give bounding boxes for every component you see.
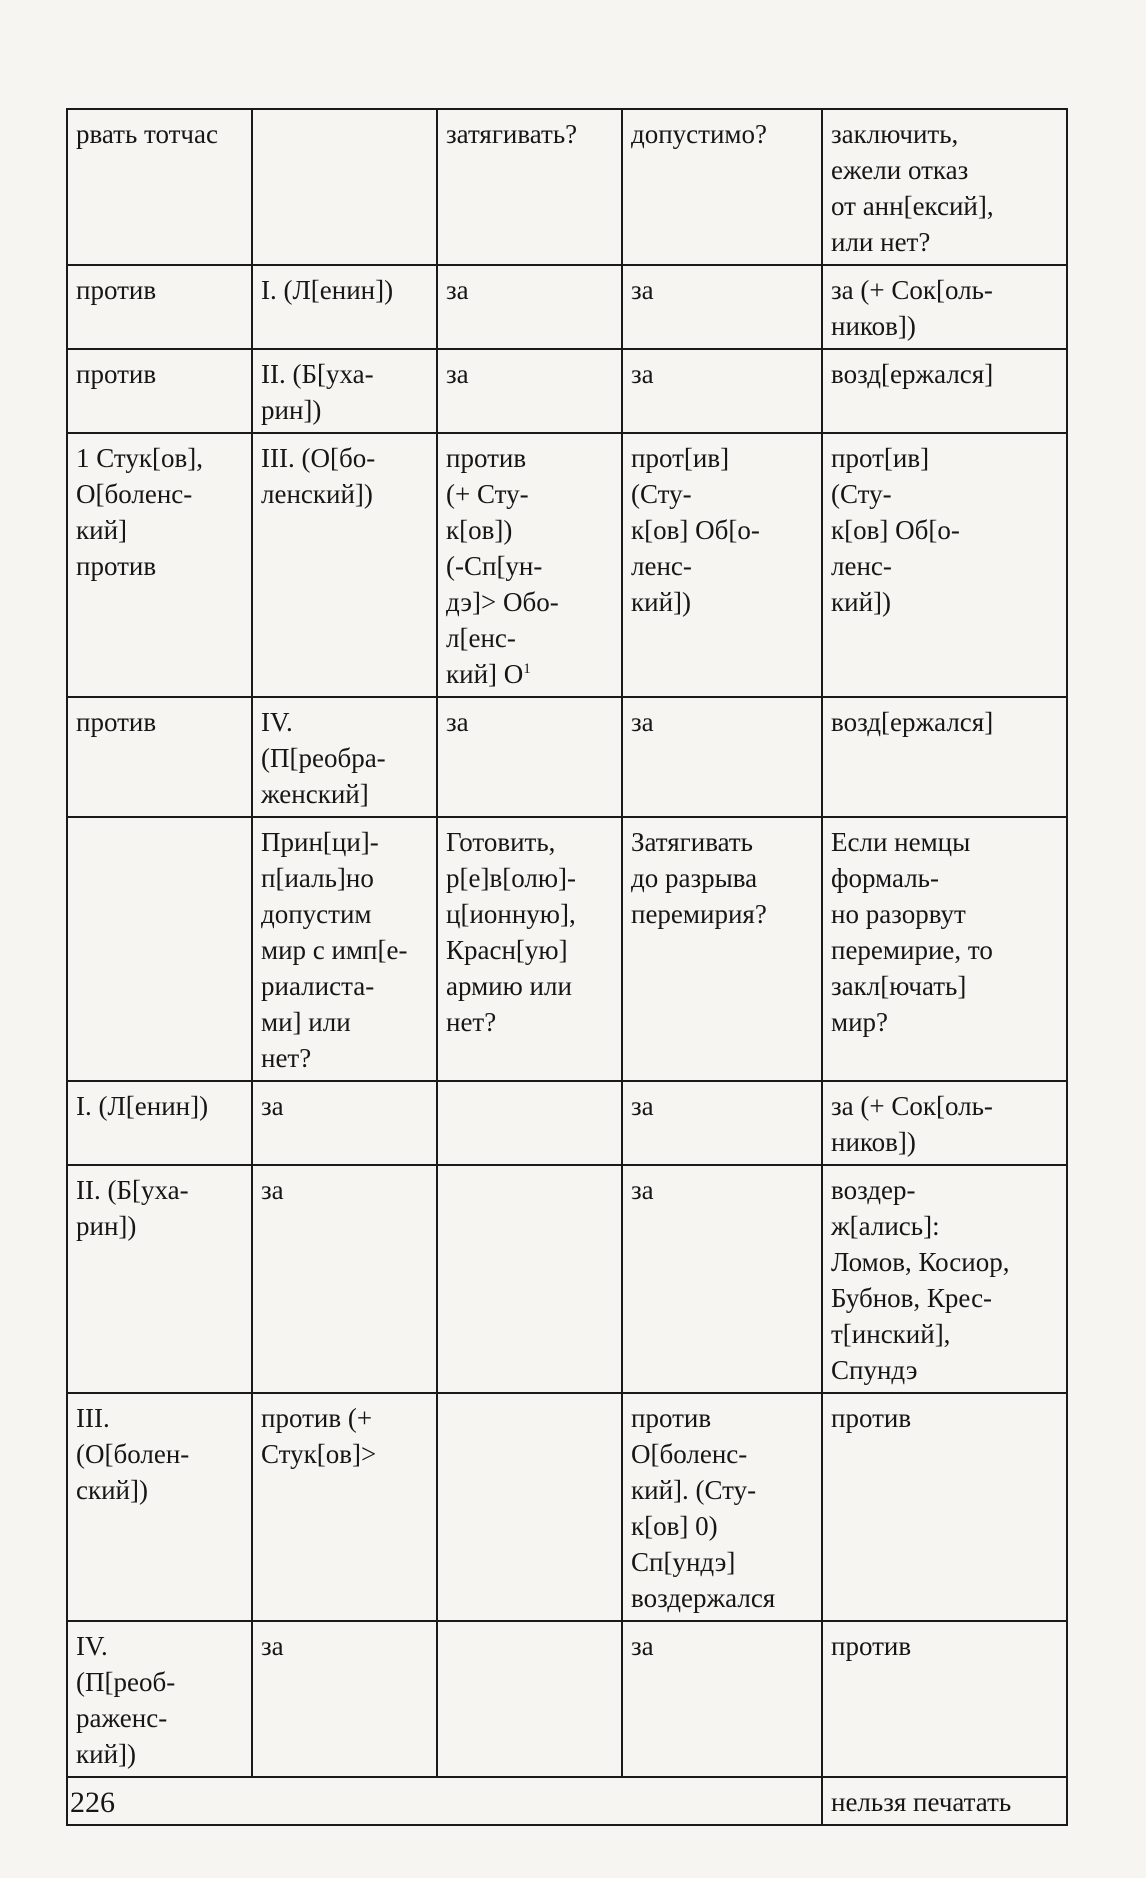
cell-text: ский]) [76, 1475, 148, 1505]
table-cell [822, 817, 1067, 1081]
cell-text: кий]) [76, 1739, 136, 1769]
cell-text: (П[реоб- [76, 1667, 176, 1697]
cell-text: заключить, [831, 119, 959, 149]
footnote-mark: 1 [523, 661, 531, 677]
table-cell [822, 349, 1067, 433]
table-cell [437, 1081, 622, 1165]
table-cell [622, 265, 822, 349]
cell-text: кий]) [631, 587, 691, 617]
table-cell [437, 1621, 622, 1777]
empty-cell [437, 1777, 622, 1825]
table-row [67, 109, 1067, 265]
note-cell [822, 1777, 1067, 1825]
cell-text: Затягивать [631, 827, 753, 857]
cell-text: л[енс- [446, 623, 516, 653]
cell-text: Готовить, [446, 827, 556, 857]
cell-text: к[ов] Об[о- [831, 515, 960, 545]
cell-text: против [831, 1403, 912, 1433]
cell-text: ц[ионную], [446, 899, 576, 929]
cell-text: (П[реобра- [261, 743, 386, 773]
table-cell [252, 349, 437, 433]
cell-text: к[ов]) [446, 515, 513, 545]
table-cell [252, 697, 437, 817]
table-cell [67, 1621, 252, 1777]
cell-text: (+ Сту- [446, 479, 529, 509]
table-cell [437, 1165, 622, 1393]
cell-text: ежели отказ [831, 155, 969, 185]
table-cell [822, 697, 1067, 817]
cell-text: за [631, 1091, 654, 1121]
table-cell [437, 265, 622, 349]
table-cell [622, 1621, 822, 1777]
table-cell [437, 349, 622, 433]
note-row [67, 1777, 1067, 1825]
cell-text: ников]) [831, 311, 916, 341]
table-cell [67, 1393, 252, 1621]
cell-text: армию или [446, 971, 572, 1001]
table-cell [822, 1165, 1067, 1393]
cell-text: (Сту- [631, 479, 692, 509]
cell-text: формаль- [831, 863, 939, 893]
table-cell [252, 1081, 437, 1165]
cell-text: за [631, 275, 654, 305]
cell-text: за (+ Сок[оль- [831, 1091, 993, 1121]
table-cell [437, 817, 622, 1081]
table-row [67, 349, 1067, 433]
cell-text: к[ов] 0) [631, 1511, 718, 1541]
table-cell [252, 109, 437, 265]
cell-text: О[боленс- [631, 1439, 748, 1469]
cell-text: за [631, 359, 654, 389]
cell-text: или нет? [831, 227, 931, 257]
table-cell [622, 349, 822, 433]
cell-text: против [76, 551, 157, 581]
table-cell [622, 1081, 822, 1165]
table-cell [622, 1165, 822, 1393]
cell-text: за [631, 1175, 654, 1205]
table-cell [67, 433, 252, 697]
table-cell [822, 109, 1067, 265]
cell-text: мир с имп[е- [261, 935, 408, 965]
cell-text: рин]) [76, 1211, 137, 1241]
cell-text: за [631, 1631, 654, 1661]
cell-text: против [631, 1403, 712, 1433]
table-cell [67, 817, 252, 1081]
cell-text: р[е]в[олю]- [446, 863, 576, 893]
table-row [67, 1081, 1067, 1165]
table-cell [622, 817, 822, 1081]
table-row [67, 1621, 1067, 1777]
cell-text: рин]) [261, 395, 322, 425]
cell-text: закл[ючать] [831, 971, 967, 1001]
cell-text: (Сту- [831, 479, 892, 509]
cell-text: ж[ались]: [831, 1211, 940, 1241]
cell-text: к[ов] Об[о- [631, 515, 760, 545]
cell-text: возд[ержался] [831, 359, 994, 389]
table-row [67, 433, 1067, 697]
cell-text: против [831, 1631, 912, 1661]
cell-text: т[инский], [831, 1319, 951, 1349]
cell-text: IV. [76, 1631, 108, 1661]
cell-text: за [261, 1091, 284, 1121]
table-cell [252, 1393, 437, 1621]
cell-text: Красн[ую] [446, 935, 568, 965]
table-row [67, 697, 1067, 817]
table-cell [67, 109, 252, 265]
table-cell [67, 1081, 252, 1165]
cell-text: 1 Стук[ов], [76, 443, 203, 473]
table-cell [252, 1621, 437, 1777]
cell-text: против [76, 707, 157, 737]
cell-text: I. (Л[енин]) [76, 1091, 209, 1121]
table-cell [67, 349, 252, 433]
table-cell [67, 265, 252, 349]
cell-text: перемирия? [631, 899, 767, 929]
table-cell [822, 1393, 1067, 1621]
cell-text: женский] [261, 779, 369, 809]
table-cell [622, 1393, 822, 1621]
table-cell [252, 433, 437, 697]
table-cell [252, 1165, 437, 1393]
table-cell [437, 697, 622, 817]
cell-text: ников]) [831, 1127, 916, 1157]
cell-text: нет? [446, 1007, 497, 1037]
page-number: 226 [70, 1786, 115, 1819]
table-cell [822, 1081, 1067, 1165]
cell-text: за [261, 1631, 284, 1661]
table-cell [437, 1393, 622, 1621]
cell-text: воздержался [631, 1583, 776, 1613]
cell-text: дэ]> Обо- [446, 587, 559, 617]
cell-text: кий] $О^1$ [446, 659, 531, 689]
cell-text: до разрыва [631, 863, 758, 893]
cell-text: за [261, 1175, 284, 1205]
cell-text: за [446, 707, 469, 737]
table-cell [822, 265, 1067, 349]
cell-text: IV. [261, 707, 293, 737]
cell-text: Прин[ци]- [261, 827, 379, 857]
cell-text: против (+ [261, 1403, 373, 1433]
cell-text: ми] или [261, 1007, 351, 1037]
cell-text: Если немцы [831, 827, 971, 857]
cell-text: ленс- [631, 551, 692, 581]
cell-text: возд[ержался] [831, 707, 994, 737]
cell-text: прот[ив] [831, 443, 930, 473]
cell-text: за (+ Сок[оль- [831, 275, 993, 305]
cell-text: рвать тотчас [76, 119, 218, 149]
cell-text: против [446, 443, 527, 473]
cell-text: Спундэ [831, 1355, 918, 1385]
cell-text: кий] [76, 515, 128, 545]
cell-text: (-Сп[ун- [446, 551, 543, 581]
table-row [67, 1393, 1067, 1621]
cell-text: II. (Б[уха- [76, 1175, 189, 1205]
cell-text: нет? [261, 1043, 312, 1073]
cell-text: Ломов, Косиор, [831, 1247, 1010, 1277]
empty-cell [252, 1777, 437, 1825]
cell-text: от анн[ексий], [831, 191, 994, 221]
table-row [67, 265, 1067, 349]
print-note: нельзя печатать [831, 1787, 1012, 1817]
table-cell [622, 109, 822, 265]
table-cell [622, 697, 822, 817]
cell-text: III. (О[бо- [261, 443, 376, 473]
table-row [67, 1165, 1067, 1393]
empty-cell [622, 1777, 822, 1825]
table-cell [822, 433, 1067, 697]
cell-text: III. [76, 1403, 110, 1433]
cell-text: за [631, 707, 654, 737]
cell-text: (О[болен- [76, 1439, 190, 1469]
voting-table [66, 108, 1068, 1826]
cell-text: I. (Л[енин]) [261, 275, 394, 305]
cell-text: прот[ив] [631, 443, 730, 473]
cell-text: Стук[ов]> [261, 1439, 377, 1469]
cell-text: перемирие, то [831, 935, 993, 965]
cell-text: кий]) [831, 587, 891, 617]
cell-text: допустимо? [631, 119, 767, 149]
cell-text: О[боленс- [76, 479, 193, 509]
table-cell [252, 265, 437, 349]
cell-text: но разорвут [831, 899, 966, 929]
cell-text: против [76, 359, 157, 389]
document-page [66, 108, 1066, 1826]
cell-text: мир? [831, 1007, 889, 1037]
cell-text: ленский]) [261, 479, 373, 509]
cell-text: раженс- [76, 1703, 168, 1733]
cell-text: за [446, 275, 469, 305]
cell-text: ленс- [831, 551, 892, 581]
table-cell [822, 1621, 1067, 1777]
cell-text: Сп[ундэ] [631, 1547, 736, 1577]
cell-text: кий]. (Сту- [631, 1475, 757, 1505]
table-cell [437, 109, 622, 265]
cell-text: воздер- [831, 1175, 916, 1205]
cell-text: против [76, 275, 157, 305]
table-cell [622, 433, 822, 697]
cell-text: II. (Б[уха- [261, 359, 374, 389]
table-cell [67, 1165, 252, 1393]
cell-text: Бубнов, Крес- [831, 1283, 993, 1313]
cell-text: затягивать? [446, 119, 578, 149]
table-cell [437, 433, 622, 697]
table-row [67, 817, 1067, 1081]
cell-text: допустим [261, 899, 372, 929]
table-cell [252, 817, 437, 1081]
cell-text: п[иаль]но [261, 863, 374, 893]
cell-text: риалиста- [261, 971, 375, 1001]
table-cell [67, 697, 252, 817]
cell-text: за [446, 359, 469, 389]
